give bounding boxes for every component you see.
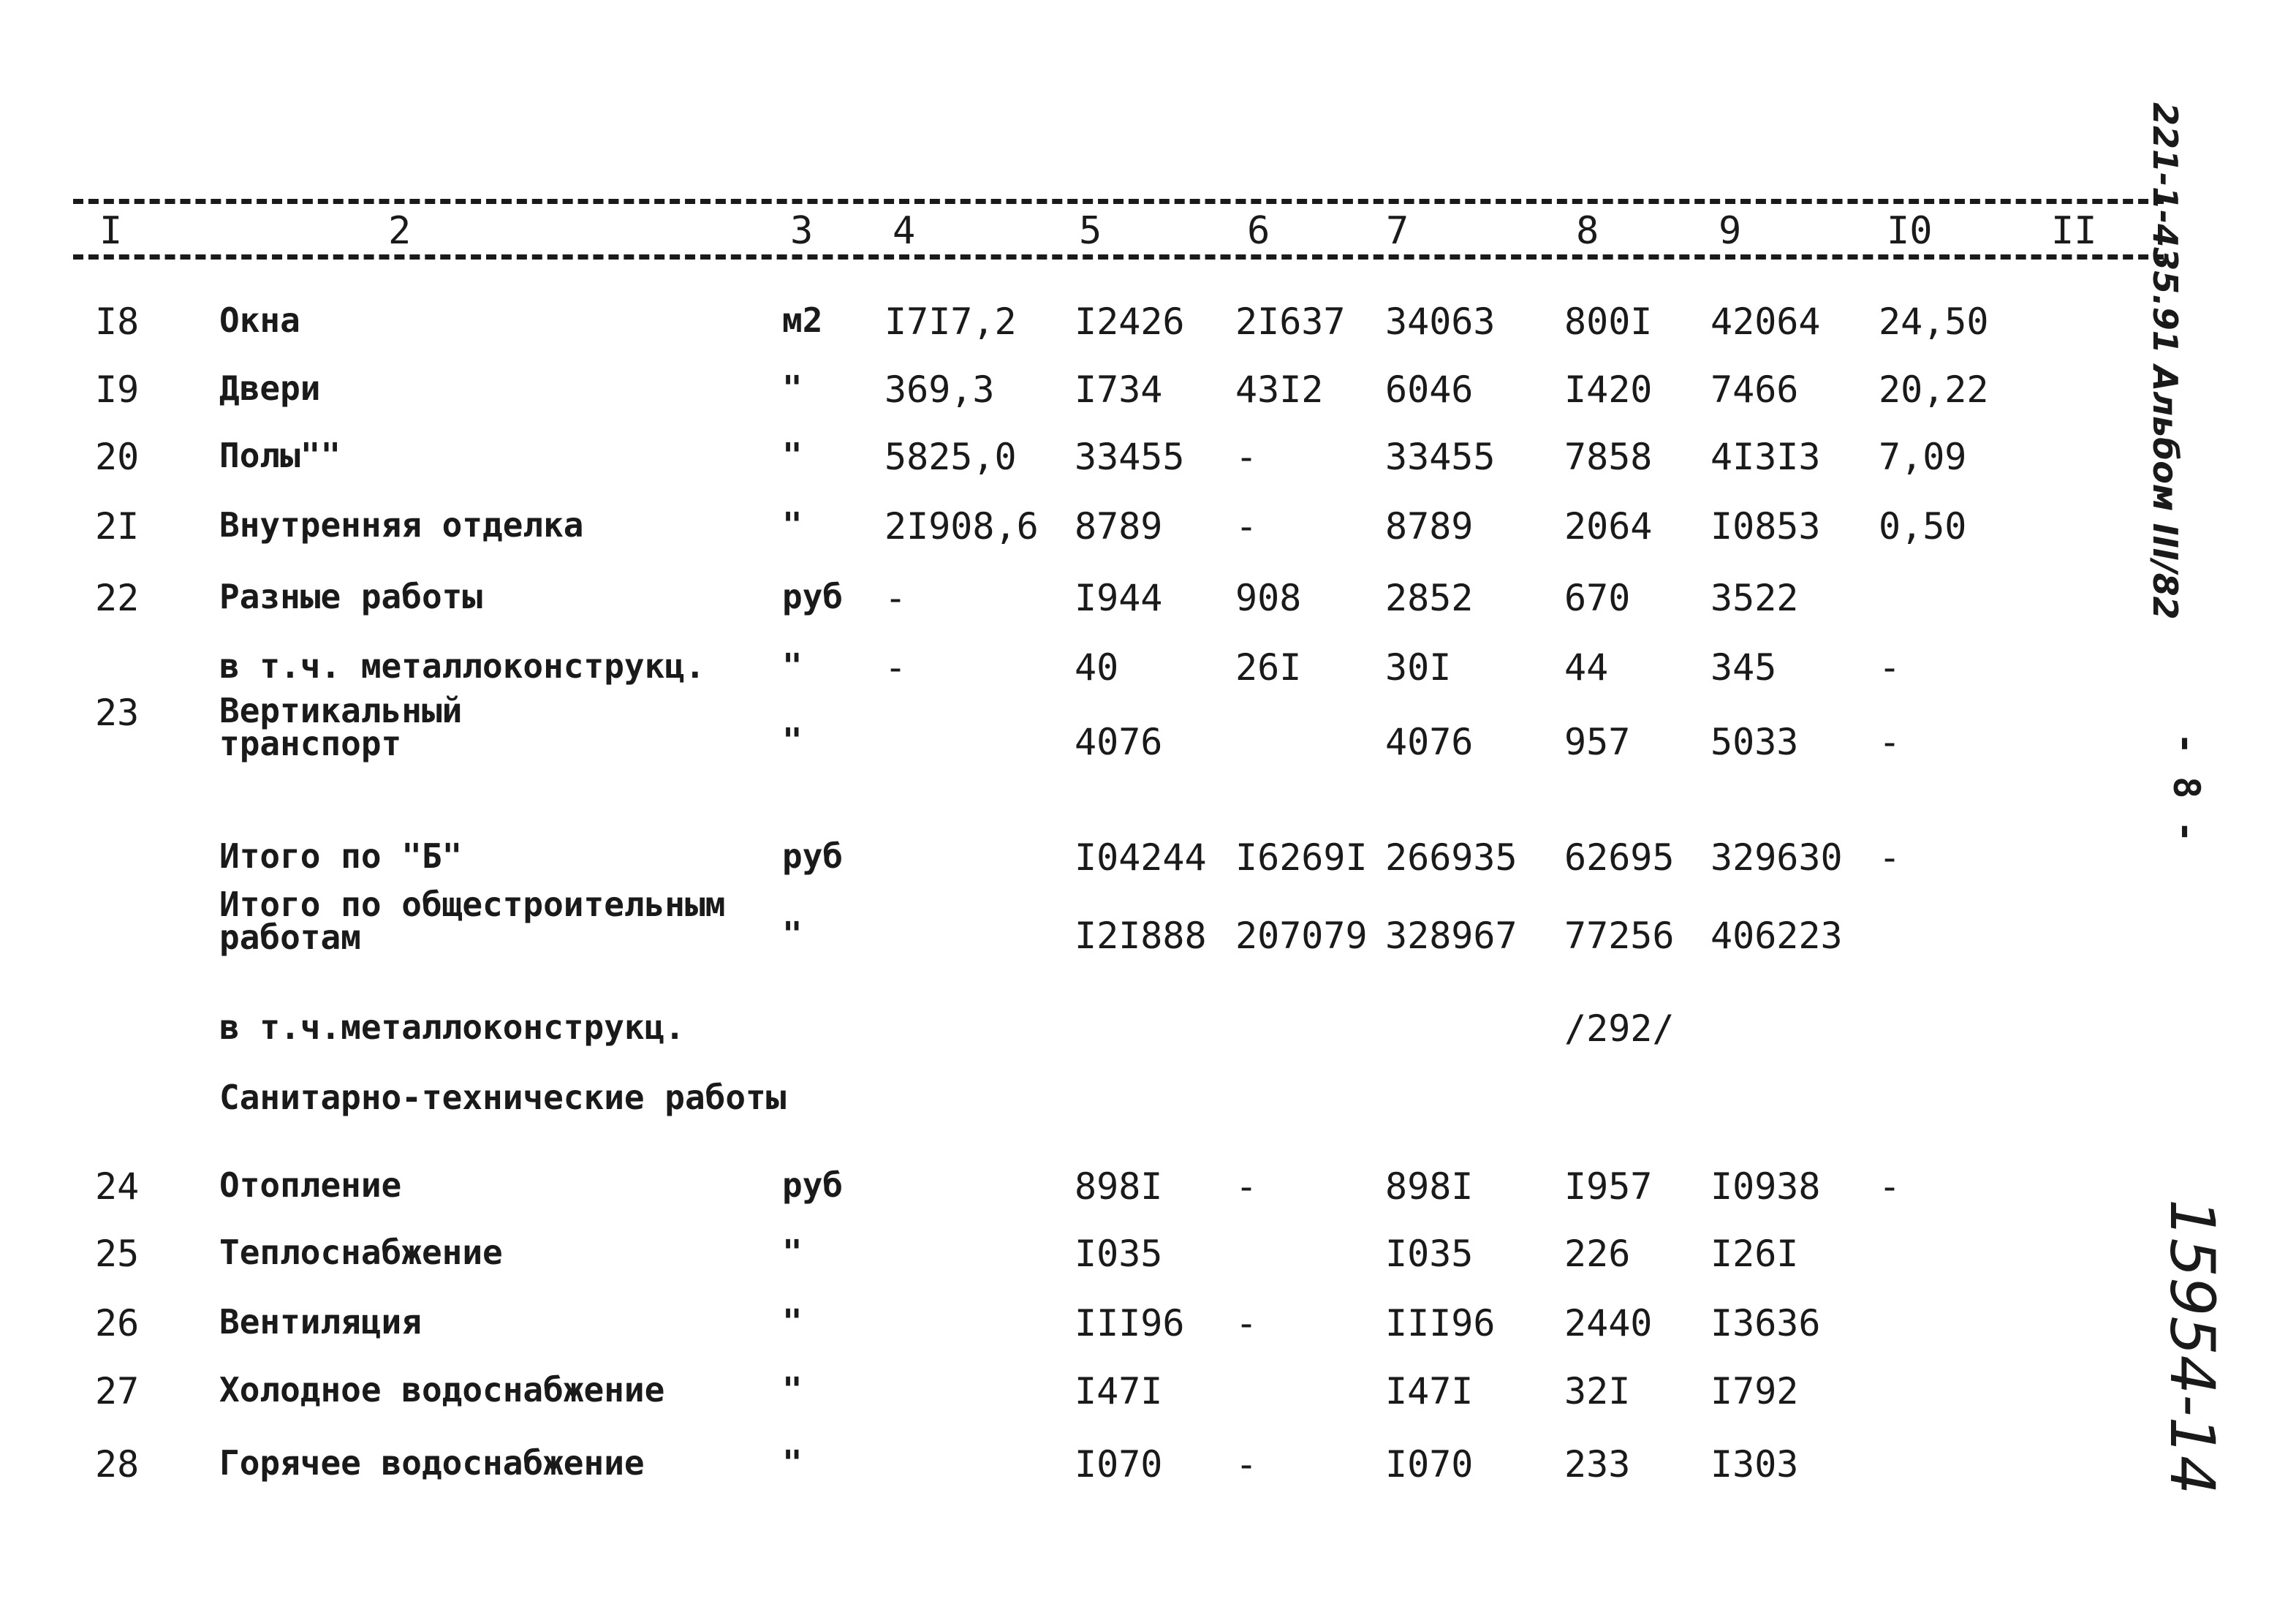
col-5-value: 898I xyxy=(1075,1165,1163,1208)
item-name: Итого по общестроительным работам xyxy=(219,885,726,958)
column-header-6: 6 xyxy=(1243,212,1274,250)
col-8-value: 77256 xyxy=(1564,915,1675,957)
col-10-value: - xyxy=(1879,646,1901,689)
row-number: 27 xyxy=(95,1370,140,1412)
col-8-value: 957 xyxy=(1564,721,1631,763)
col-4-value: - xyxy=(884,577,907,619)
col-9-value: I303 xyxy=(1710,1443,1799,1486)
col-6-value: 908 xyxy=(1235,577,1302,619)
col-7-value: III96 xyxy=(1385,1302,1496,1344)
col-5-value: 40 xyxy=(1075,646,1119,689)
col-5-value: 4076 xyxy=(1075,721,1163,763)
unit: руб xyxy=(782,836,844,876)
col-10-value: 7,09 xyxy=(1879,436,1967,478)
col-8-value: 2440 xyxy=(1564,1302,1653,1344)
unit: руб xyxy=(782,1165,844,1205)
item-name: в т.ч. металлоконструкц. xyxy=(219,646,705,686)
item-name: Двери xyxy=(219,368,321,408)
column-header-11: II xyxy=(2047,212,2102,250)
unit: " xyxy=(782,1443,803,1483)
col-6-value: - xyxy=(1235,505,1258,548)
item-name: Вертикальный транспорт xyxy=(219,691,463,764)
col-4-value: 5825,0 xyxy=(884,436,1017,478)
col-7-value: 34063 xyxy=(1385,300,1496,343)
column-header-7: 7 xyxy=(1382,212,1413,250)
col-7-value: 33455 xyxy=(1385,436,1496,478)
row-number: 26 xyxy=(95,1302,140,1344)
column-header-10: I0 xyxy=(1882,212,1937,250)
column-header-8: 8 xyxy=(1572,212,1603,250)
column-header-1: I xyxy=(95,212,126,250)
row-number: 28 xyxy=(95,1443,140,1486)
col-6-value: I6269I xyxy=(1235,836,1368,879)
col-10-value: 0,50 xyxy=(1879,505,1967,548)
column-header-9: 9 xyxy=(1714,212,1746,250)
col-9-value: I792 xyxy=(1710,1370,1799,1412)
col-8-value: /292/ xyxy=(1564,1007,1675,1050)
header-rule-bottom xyxy=(73,254,2164,260)
col-9-value: I26I xyxy=(1710,1233,1799,1275)
unit: " xyxy=(782,436,803,475)
col-5-value: I2I888 xyxy=(1075,915,1207,957)
unit: " xyxy=(782,915,803,954)
item-name: Санитарно-технические работы xyxy=(219,1078,787,1117)
col-7-value: I035 xyxy=(1385,1233,1474,1275)
col-9-value: 3522 xyxy=(1710,577,1799,619)
col-9-value: 4I3I3 xyxy=(1710,436,1821,478)
col-5-value: I944 xyxy=(1075,577,1163,619)
item-name: Холодное водоснабжение xyxy=(219,1370,665,1410)
col-6-value: - xyxy=(1235,1302,1258,1344)
col-9-value: I3636 xyxy=(1710,1302,1821,1344)
col-7-value: 30I xyxy=(1385,646,1452,689)
row-number: 2I xyxy=(95,505,140,548)
col-8-value: 62695 xyxy=(1564,836,1675,879)
item-name: Вентиляция xyxy=(219,1302,422,1342)
item-name: Теплоснабжение xyxy=(219,1233,503,1272)
item-name: Внутренняя отделка xyxy=(219,505,584,545)
col-5-value: I47I xyxy=(1075,1370,1163,1412)
col-4-value: 2I908,6 xyxy=(884,505,1039,548)
col-9-value: I0853 xyxy=(1710,505,1821,548)
col-8-value: 233 xyxy=(1564,1443,1631,1486)
row-number: 25 xyxy=(95,1233,140,1275)
col-8-value: I957 xyxy=(1564,1165,1653,1208)
col-5-value: I734 xyxy=(1075,368,1163,411)
col-5-value: 8789 xyxy=(1075,505,1163,548)
header-rule-top xyxy=(73,199,2164,204)
col-9-value: 345 xyxy=(1710,646,1777,689)
col-8-value: 44 xyxy=(1564,646,1609,689)
col-9-value: 5033 xyxy=(1710,721,1799,763)
column-header-4: 4 xyxy=(888,212,920,250)
col-7-value: 8789 xyxy=(1385,505,1474,548)
row-number: 22 xyxy=(95,577,140,619)
col-6-value: 2I637 xyxy=(1235,300,1346,343)
col-8-value: 226 xyxy=(1564,1233,1631,1275)
margin-stamp-number: 15954-14 xyxy=(2156,1199,2228,1495)
col-9-value: I0938 xyxy=(1710,1165,1821,1208)
col-6-value: 43I2 xyxy=(1235,368,1324,411)
col-6-value: - xyxy=(1235,1165,1258,1208)
col-7-value: I47I xyxy=(1385,1370,1474,1412)
col-8-value: 2064 xyxy=(1564,505,1653,548)
col-5-value: I070 xyxy=(1075,1443,1163,1486)
row-number: 24 xyxy=(95,1165,140,1208)
col-5-value: I2426 xyxy=(1075,300,1185,343)
col-7-value: 266935 xyxy=(1385,836,1518,879)
column-header-2: 2 xyxy=(384,212,415,250)
item-name: Окна xyxy=(219,300,300,340)
col-10-value: - xyxy=(1879,721,1901,763)
unit: " xyxy=(782,505,803,545)
col-9-value: 406223 xyxy=(1710,915,1843,957)
col-8-value: 670 xyxy=(1564,577,1631,619)
row-number: I8 xyxy=(95,300,140,343)
col-7-value: 328967 xyxy=(1385,915,1518,957)
col-9-value: 42064 xyxy=(1710,300,1821,343)
col-5-value: I04244 xyxy=(1075,836,1207,879)
column-header-5: 5 xyxy=(1075,212,1106,250)
item-name: Отопление xyxy=(219,1165,402,1205)
col-10-value: 20,22 xyxy=(1879,368,1989,411)
col-5-value: I035 xyxy=(1075,1233,1163,1275)
row-number: I9 xyxy=(95,368,140,411)
column-header-3: 3 xyxy=(786,212,817,250)
col-4-value: - xyxy=(884,646,907,689)
item-name: Разные работы xyxy=(219,577,483,616)
col-4-value: 369,3 xyxy=(884,368,995,411)
margin-page-number: - 8 - xyxy=(2165,733,2208,843)
col-5-value: 33455 xyxy=(1075,436,1185,478)
col-8-value: I420 xyxy=(1564,368,1653,411)
item-name: Итого по "Б" xyxy=(219,836,463,876)
unit: " xyxy=(782,646,803,686)
col-4-value: I7I7,2 xyxy=(884,300,1017,343)
col-9-value: 329630 xyxy=(1710,836,1843,879)
col-8-value: 800I xyxy=(1564,300,1653,343)
col-8-value: 7858 xyxy=(1564,436,1653,478)
col-10-value: - xyxy=(1879,1165,1901,1208)
row-number: 20 xyxy=(95,436,140,478)
col-6-value: 26I xyxy=(1235,646,1302,689)
item-name: Горячее водоснабжение xyxy=(219,1443,645,1483)
unit: " xyxy=(782,368,803,408)
col-8-value: 32I xyxy=(1564,1370,1631,1412)
col-7-value: 6046 xyxy=(1385,368,1474,411)
col-7-value: 2852 xyxy=(1385,577,1474,619)
col-7-value: I070 xyxy=(1385,1443,1474,1486)
unit: руб xyxy=(782,577,844,616)
unit: " xyxy=(782,1233,803,1272)
col-6-value: - xyxy=(1235,436,1258,478)
col-6-value: - xyxy=(1235,1443,1258,1486)
col-10-value: 24,50 xyxy=(1879,300,1989,343)
unit: " xyxy=(782,721,803,760)
col-6-value: 207079 xyxy=(1235,915,1368,957)
item-name: Полы"" xyxy=(219,436,341,475)
col-9-value: 7466 xyxy=(1710,368,1799,411)
unit: " xyxy=(782,1302,803,1342)
col-7-value: 898I xyxy=(1385,1165,1474,1208)
unit: " xyxy=(782,1370,803,1410)
col-10-value: - xyxy=(1879,836,1901,879)
row-number: 23 xyxy=(95,692,140,734)
item-name: в т.ч.металлоконструкц. xyxy=(219,1007,685,1047)
col-5-value: III96 xyxy=(1075,1302,1185,1344)
unit: м2 xyxy=(782,300,823,340)
margin-document-code: 221-1-435.91 Альбом III/82 xyxy=(2145,102,2185,620)
col-7-value: 4076 xyxy=(1385,721,1474,763)
